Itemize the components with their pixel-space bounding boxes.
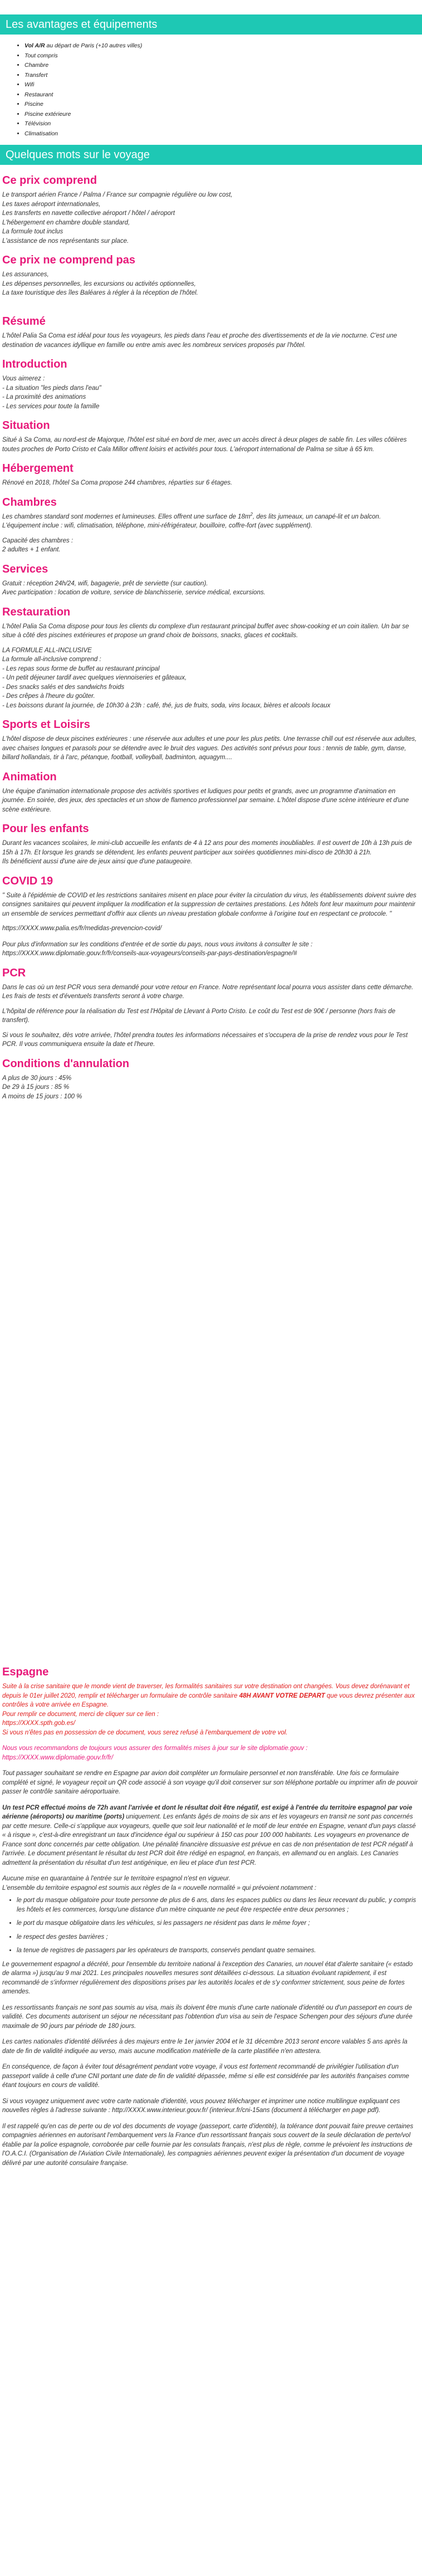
advantage-item-label: Transfert bbox=[24, 71, 48, 79]
advantage-item bbox=[24, 100, 422, 110]
formula-list bbox=[2, 664, 419, 711]
animation-title: Animation bbox=[2, 770, 57, 783]
hebergement-text: Rénové en 2018, l'hôtel Sa Coma propose 244 chambres, réparties sur 6 étages. bbox=[2, 480, 233, 486]
enfants-text: Durant les vacances scolaires, le mini-club accueille les enfants de 4 à 12 ans pour des moments inoubliables. Il est ouvert de 10h à 13h puis de 15h à 17h. Et lorsque les grands se détendent, les enfants peuvent participer aux soirées quotidiennes mini-disco de 20h30 à 21h. bbox=[2, 840, 412, 856]
formula-line: - Les boissons durant la journée, de 10h30 à 23h : café, thé, jus de fruits, soda, vins locaux, bières et alcools locaux bbox=[2, 702, 331, 709]
chambres-title: Chambres bbox=[2, 496, 57, 509]
espagne-rule: • le respect des gestes barrières ; bbox=[17, 1933, 419, 1942]
advantages-banner: Les avantages et équipements bbox=[0, 14, 422, 35]
espagne-alert: Suite à la crise sanitaire que le monde vient de traverser, les formalités sanitaires sur votre destination ont changées. Vous devez dorénavant et depuis le 01er juillet 2020, remplir et télécharger un formulaire de contrôle sanitaire 48H AVANT VOTRE DEPART que vous devrez présenter aux contrôles à votre arrivée en Espagne. bbox=[2, 1683, 415, 1708]
advantage-item bbox=[24, 61, 422, 71]
espagne-p10: Il est rappelé qu'en cas de perte ou de vol des documents de voyage (passeport, carte d'identité), la tolérance dont pouvait faire preuve certaines compagnies aériennes en autorisant l'embarquement vers la France d'un ressortissant français sous couvert de la seule déclaration de perte/vol établie par la police espagnole, corroborée par celle fournie par les consulats français, n'est plus de règle, comme le prévoient les instructions de l'O.A.C.I. (Organisation de l'Aviation Civile Internationale), les compagnies aériennes peuvent exiger la présentation d'un document de voyage délivré par une autorité consulaire française. bbox=[2, 2123, 414, 2167]
included-list bbox=[2, 190, 419, 246]
excluded-list bbox=[2, 270, 419, 298]
espagne-p9: Si vous voyagez uniquement avec votre carte nationale d'identité, vous pouvez télécharger et imprimer une notice multilingue expliquant ces nouvelles règles à l'adresse suivante : http://XXXX.www.interieur.gouv.fr/ (interieur.fr/cni-15ans (document à télécharger en page pdf). bbox=[2, 2098, 400, 2114]
annulation-title: Conditions d'annulation bbox=[2, 1057, 130, 1070]
voyage-section bbox=[0, 145, 422, 298]
covid-title: COVID 19 bbox=[2, 874, 53, 887]
formula-lead: La formule all-inclusive comprend : bbox=[2, 656, 101, 663]
annulation-list bbox=[2, 1074, 419, 1102]
advantage-item-bold: Vol A/R bbox=[24, 42, 45, 49]
advantage-item-label: Télévision bbox=[24, 120, 51, 127]
included-line: L'assistance de nos représentants sur place. bbox=[2, 237, 129, 245]
services-paid: Avec participation : location de voiture, service de blanchisserie, service médical, excursions. bbox=[2, 589, 266, 596]
espagne-p4: L'ensemble du territoire espagnol est soumis aux règles de la « nouvelle normalité » qui prévoient notamment : bbox=[2, 1884, 317, 1891]
espagne-rules bbox=[2, 1896, 419, 1956]
espagne-rule: • le port du masque obligatoire dans les véhicules, si les passagers ne résident pas dans le même foyer ; bbox=[17, 1919, 419, 1928]
advantage-item-label: Wifi bbox=[24, 81, 35, 88]
annulation-line: A moins de 15 jours : 100 % bbox=[2, 1093, 82, 1100]
description-section bbox=[0, 315, 422, 1101]
chambres-text: Les chambres standard sont modernes et lumineuses. Elles offrent une surface de $18m^2$, des lits jumeaux, un canapé-lit et un balcon. L'équipement inclue : wifi, climatisation, téléphone, mini-réfrigérateur, bouilloire, coffre-fort (avec supplément). bbox=[2, 511, 381, 529]
espagne-section bbox=[0, 1665, 422, 2168]
pcr-text-2: L'hôpital de référence pour la réalisation du Test est l'Hôpital de Llevant à Porto Cristo. Le coût du Test est de 90€ / personne (hors frais de transfert). bbox=[2, 1008, 396, 1024]
excluded-line: Les dépenses personnelles, les excursions ou activités optionnelles, bbox=[2, 280, 196, 287]
espagne-p8: En conséquence, de façon à éviter tout désagrément pendant votre voyage, il vous est fortement recommandé de privilégier l'utilisation d'un passeport valide à celle d'une CNI portant une date de fin de validité dépassée, même si elle est considérée par les autorités françaises comme étant toujours en cours de validité. bbox=[2, 2064, 409, 2089]
restauration-text: L'hôtel Palia Sa Coma dispose pour tous les clients du complexe d'un restaurant principal buffet avec show-cooking et un coin italien. Un bar se situe à côté des piscines extérieures et propose un grand choix de boissons, snacks, glaces et cocktails. bbox=[2, 623, 409, 639]
espagne-p3: Aucune mise en quarantaine à l'entrée sur le territoire espagnol n'est en vigueur. bbox=[2, 1875, 230, 1882]
intro-list bbox=[2, 384, 419, 412]
services-title: Services bbox=[2, 563, 48, 575]
advantage-item bbox=[24, 129, 422, 139]
espagne-p5: Le gouvernement espagnol a décrété, pour l'ensemble du territoire national à l'exception des Canaries, un nouvel état d'alerte sanitaire (« estado de alarma ») jusqu'au 9 mai 2021. Les principales nouvelles mesures sont détaillées ci-dessous. La situation évoluant rapidement, il est recommandé de s'informer régulièrement des dispositions prises par les autorités locales et de s'y conformer strictement, sous peine de fortes amendes. bbox=[2, 1961, 413, 1995]
advantage-item-label: Climatisation bbox=[24, 130, 58, 137]
espagne-p7: Les cartes nationales d'identité délivrées à des majeurs entre le 1er janvier 2004 et le 31 décembre 2013 seront encore valables 5 ans après la date de fin de validité indiquée au verso, mais aucune modification matérielle de la carte plastifiée n'en attestera. bbox=[2, 2039, 408, 2055]
formula-line: - Les repas sous forme de buffet au restaurant principal bbox=[2, 665, 160, 672]
enfants-text-2: Ils bénéficient aussi d'une aire de jeux ainsi que d'une pataugeoire. bbox=[2, 858, 193, 865]
chambres-capacity-title: Capacité des chambres : bbox=[2, 537, 73, 544]
covid-info: Pour plus d'information sur les conditions d'entrée et de sortie du pays, nous vous invitons à consulter le site : https://XXXX.www.diplomatie.gouv.fr/fr/conseils-aux-voyageurs/conseils-par-pays-destination/espagne/# bbox=[2, 941, 313, 957]
hebergement-title: Hébergement bbox=[2, 462, 73, 475]
formula-title: LA FORMULE ALL-INCLUSIVE bbox=[2, 647, 92, 654]
espagne-title: Espagne bbox=[2, 1666, 49, 1678]
enfants-title: Pour les enfants bbox=[2, 823, 89, 835]
annulation-line: De 29 à 15 jours : 85 % bbox=[2, 1084, 70, 1091]
advantage-item-label: Piscine extérieure bbox=[24, 110, 71, 118]
restauration-title: Restauration bbox=[2, 605, 71, 618]
formula-line: - Des crêpes à l'heure du goûter. bbox=[2, 693, 95, 700]
advantage-item-label: Piscine bbox=[24, 101, 43, 107]
formula-line: - Des snacks salés et des sandwichs froids bbox=[2, 683, 125, 691]
advantage-item bbox=[24, 51, 422, 61]
chambres-capacity: 2 adultes + 1 enfant. bbox=[2, 546, 61, 553]
resume-text: L'hôtel Palia Sa Coma est idéal pour tous les voyageurs, les pieds dans l'eau et proche des divertissements et de la vie nocturne. C'est une destination de vacances idyllique en famille ou entre amis avec les nombreux services proposés par l'hôtel. bbox=[2, 333, 398, 349]
advantages-section bbox=[0, 14, 422, 139]
intro-title: Introduction bbox=[2, 358, 67, 370]
annulation-line: A plus de 30 jours : 45% bbox=[2, 1074, 72, 1082]
pcr-text-1: Dans le cas où un test PCR vous sera demandé pour votre retour en France. Notre représentant local pourra vous assister dans cette démarche. Les frais de tests et d'éventuels transferts seront à votre charge. bbox=[2, 984, 414, 1000]
advantage-item-label: au départ de Paris (+10 autres villes) bbox=[45, 42, 143, 49]
espagne-p6: Les ressortissants français ne sont pas soumis au visa, mais ils doivent être munis d'une carte nationale d'identité ou d'un passeport en cours de validité. Ces documents autorisent un séjour ne nécessitant pas l'obtention d'un visa au sein de l'espace Schengen pour des séjours d'une durée maximale de 90 jours par période de 180 jours. bbox=[2, 2004, 413, 2030]
espagne-warning: Si vous n'êtes pas en possession de ce document, vous serez refusé à l'embarquement de votre vol. bbox=[2, 1729, 288, 1736]
included-line: Les transferts en navette collective aéroport / hôtel / aéroport bbox=[2, 210, 175, 217]
espagne-rule: • la tenue de registres de passagers par les opérateurs de transports, conservés pendant quatre semaines. bbox=[17, 1946, 419, 1956]
advantage-item bbox=[24, 71, 422, 81]
advantage-item bbox=[24, 41, 422, 51]
espagne-p2: Un test PCR effectué moins de 72h avant l'arrivée et dont le résultat doit être négatif, est exigé à l'entrée du territoire espagnol par voie aérienne (aéroports) ou maritime (ports) uniquement. Les enfants âgés de moins de six ans et les voyageurs en transit ne sont pas concernés par cette mesure. Celle-ci s'applique aux voyageurs, quelle que soit leur nationalité et le motif de leur entrée en Espagne, venant d'un pays classé « à risque », c'est-à-dire enregistrant un taux d'incidence égal ou supérieur à 150 cas pour 100 000 habitants. Les voyageurs en provenance de France sont donc concernés par cette obligation. Une pénalité financière dissuasive est prévue en cas de non présentation de test PCR négatif à l'arrivée. Le document présentant le résultat du test PCR doit être rédigé en espagnol, en français, en allemand ou en anglais. Les Canaries admettent la présentation du résultat d'un test antigénique, en lieu et place d'un test PCR. bbox=[2, 1804, 416, 1866]
excluded-line: Les assurances, bbox=[2, 271, 49, 278]
intro-line: - La proximité des animations bbox=[2, 394, 86, 400]
espagne-rule: • le port du masque obligatoire pour toute personne de plus de 6 ans, dans les espaces publics ou dans les lieux recevant du public, y compris les hôtels et les commerces, lorsqu'une distance d'un mètre cinquante ne peut être respectée entre deux personnes ; bbox=[17, 1896, 419, 1914]
espagne-diplomatie: Nous vous recommandons de toujours vous assurer des formalités mises à jour sur le site diplomatie.gouv : https://XXXX.www.diplomatie.gouv.fr/fr/ bbox=[2, 1745, 308, 1761]
advantage-item-label: Chambre bbox=[24, 62, 49, 69]
resume-title: Résumé bbox=[2, 315, 46, 328]
advantage-item bbox=[24, 80, 422, 90]
pcr-text-3: Si vous le souhaitez, dès votre arrivée, l'hôtel prendra toutes les informations nécessaires et s'occupera de la prise de rendez vous pour le Test PCR. Il vous communiquera ensuite la date et l'heure. bbox=[2, 1032, 408, 1048]
advantages-list bbox=[0, 41, 422, 139]
advantage-item-label: Tout compris bbox=[24, 52, 58, 59]
pcr-title: PCR bbox=[2, 966, 26, 979]
intro-lead: Vous aimerez : bbox=[2, 375, 45, 382]
intro-line: - La situation "les pieds dans l'eau" bbox=[2, 384, 101, 392]
included-line: La formule tout inclus bbox=[2, 228, 63, 235]
intro-line: - Les services pour toute la famille bbox=[2, 403, 100, 410]
covid-quote: " Suite à l'épidémie de COVID et les restrictions sanitaires misent en place pour éviter la circulation du virus, les établissements doivent suivre des consignes sanitaires qui peuvent impliquer la modification et la suppression de certaines prestations. Les hôtels font leur maximum pour maintenir un ensemble de services permettant d'offrir aux clients un niveau prestation globale conforme à l'origine tout en respectant ce protocole. " bbox=[2, 892, 416, 917]
animation-text: Une équipe d'animation internationale propose des activités sportives et ludiques pour petits et grands, avec un programme d'animation en journée. En soirée, des jeux, des spectacles et un show de flamenco professionnel par semaine. L'hôtel dispose d'une scène intérieure et d'une scène extérieure. bbox=[2, 788, 409, 813]
sports-text: L'hôtel dispose de deux piscines extérieures : une réservée aux adultes et une pour les plus petits. Une terrasse chill out est réservée aux adultes, avec chaises longues et parasols pour se détendre avec le bruit des vagues. Des activités sont prévus pour tous : tennis de table, gym, danse, billard hollandais, tir à l'arc, pétanque, football, volleyball, badminton, aquagym.... bbox=[2, 736, 417, 761]
situation-text: Situé à Sa Coma, au nord-est de Majorque, l'hôtel est situé en bord de mer, avec un accès direct à deux plages de sable fin. Les villes côtières toutes proches de Porto Cristo et Cala Millor offrent loisirs et activités pour tous. L'aéroport international de Palma se situe à 65 km. bbox=[2, 437, 407, 453]
situation-title: Situation bbox=[2, 419, 50, 432]
included-line: L'hébergement en chambre double standard, bbox=[2, 219, 130, 226]
voyage-banner: Quelques mots sur le voyage bbox=[0, 145, 422, 165]
excluded-line: La taxe touristique des îles Baléares à régler à la réception de l'hôtel. bbox=[2, 290, 198, 296]
formula-line: - Un petit déjeuner tardif avec quelques viennoiseries et gâteaux, bbox=[2, 674, 187, 681]
advantage-item bbox=[24, 90, 422, 100]
espagne-form-lead: Pour remplir ce document, merci de cliquer sur ce lien : bbox=[2, 1710, 159, 1718]
sports-title: Sports et Loisirs bbox=[2, 718, 90, 731]
services-free: Gratuit : réception 24h/24, wifi, bagagerie, prêt de serviette (sur caution). bbox=[2, 580, 208, 587]
espagne-p1: Tout passager souhaitant se rendre en Espagne par avion doit compléter un formulaire personnel et non transférable. Une fois ce formulaire complété et signé, le voyageur reçoit un QR code associé à son voyage qu'il doit conserver sur son téléphone portable ou imprimer afin de pouvoir passer le contrôle sanitaire aéroportuaire. bbox=[2, 1770, 418, 1795]
covid-link[interactable]: https://XXXX.www.palia.es/fr/medidas-prevencion-covid/ bbox=[2, 925, 162, 932]
excluded-title: Ce prix ne comprend pas bbox=[2, 254, 135, 266]
included-line: Le transport aérien France / Palma / France sur compagnie régulière ou low cost, bbox=[2, 192, 233, 198]
advantage-item bbox=[24, 110, 422, 120]
advantage-item-label: Restaurant bbox=[24, 91, 53, 98]
advantage-item bbox=[24, 119, 422, 129]
included-title: Ce prix comprend bbox=[2, 174, 97, 187]
espagne-form-link[interactable]: https://XXXX.spth.gob.es/ bbox=[2, 1720, 76, 1727]
included-line: Les taxes aéroport internationales, bbox=[2, 201, 101, 208]
